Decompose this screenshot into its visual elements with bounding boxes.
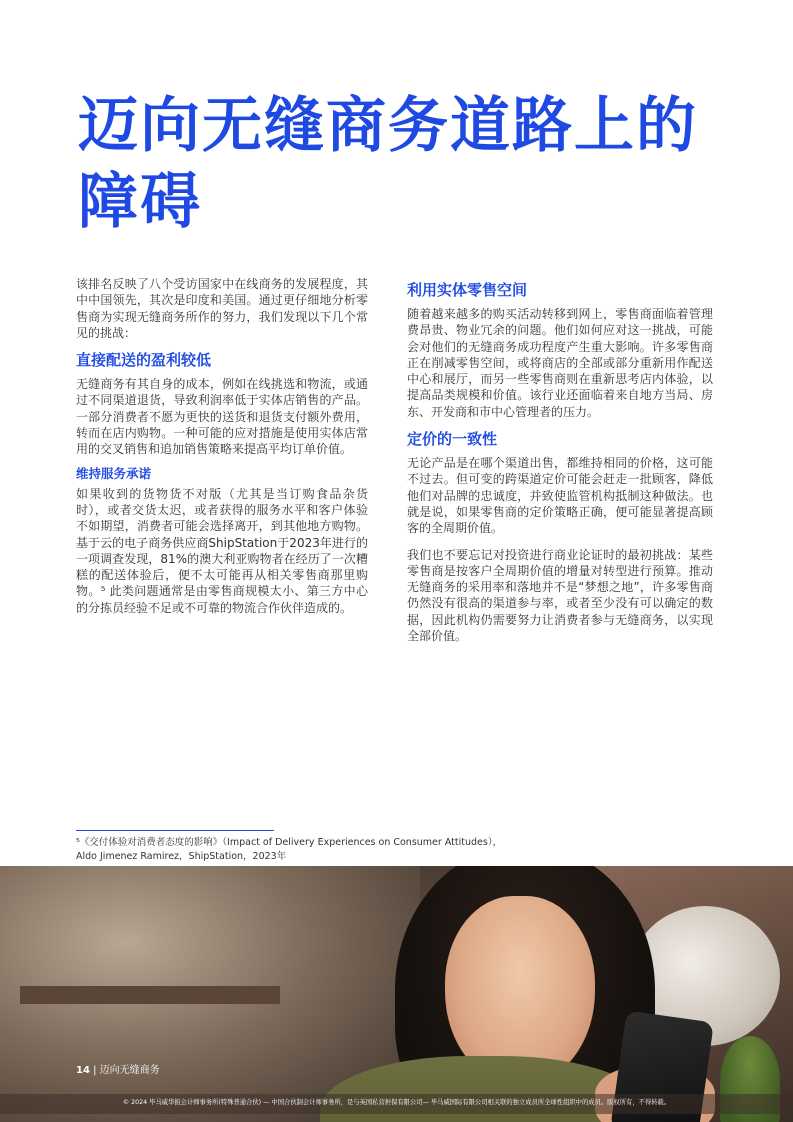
intro-paragraph: 该排名反映了八个受访国家中在线商务的发展程度，其中中国领先，其次是印度和美国。通过更仔细地分析零售商为实现无缝商务所作的努力，我们发现以下几个常见的挑战： <box>76 277 368 340</box>
physical-retail-paragraph: 随着越来越多的购买活动转移到网上，零售商面临着管理费昂贵、物业冗余的问题。他们如何应对这一挑战，可能会对他们的无缝商务成功程度产生重大影响。许多零售商正在削减零售空间，或将商店的全部或部分重新用作配送中心和展厅，而另一些零售商则在重新思考店内体验，以提高品类规模和价值。该行业还面临着来自地方当局、房东、开发商和市中心管理者的压力。 <box>407 307 713 419</box>
page-title <box>78 88 738 240</box>
photo-shelf <box>20 986 280 1004</box>
heading-service: 维持服务承诺 <box>76 465 152 481</box>
page-title-line-1: 迈向无缝商务道路上的 <box>78 91 698 161</box>
business-case-paragraph: 我们也不要忘记对投资进行商业论证时的最初挑战：某些零售商是按客户全周期价值的增量对转型进行预算。推动无缝商务的采用率和落地并不是“梦想之地”，许多零售商仍然没有很高的渠道参与率，或者至少没有可以确定的数据，因此机构仍需要努力让消费者参与无缝商务，以实现全部价值。 <box>407 547 713 644</box>
paragraph-gap <box>407 537 713 547</box>
heading-pricing: 定价的一致性 <box>407 430 498 449</box>
page-title-line-2: 障碍 <box>78 167 202 237</box>
heading-profit: 直接配送的盈利较低 <box>76 351 212 370</box>
footnote-line-1: ⁵《交付体验对消费者态度的影响》（Impact of Delivery Experiences on Consumer Attitudes）， <box>76 837 503 848</box>
section-name: | 迈向无缝商务 <box>93 1065 160 1076</box>
page-number: 14 <box>76 1065 90 1076</box>
woman-with-phone-photo <box>0 866 793 1122</box>
page-footer <box>76 1061 160 1076</box>
heading-physical-retail: 利用实体零售空间 <box>407 281 528 299</box>
legal-notice: © 2024 毕马威华振会计师事务所(特殊普通合伙) — 中国合伙制会计师事务所，是与英国私营担保有限公司— 毕马威国际有限公司相关联的独立成员所全球性组织中的成员。版权所有，不得转载。 <box>122 1099 671 1106</box>
right-column <box>407 280 713 644</box>
footnote <box>76 836 636 864</box>
profit-paragraph: 无缝商务有其自身的成本，例如在线挑选和物流，或通过不同渠道退货，导致利润率低于实体店销售的产品。一部分消费者不愿为更快的送货和退货支付额外费用，转而在店内购物。一种可能的应对措施是使用实体店常用的交叉销售和追加销售策略来提高平均订单价值。 <box>76 377 368 457</box>
left-column <box>76 276 368 616</box>
pricing-paragraph: 无论产品是在哪个渠道出售，都维持相同的价格，这可能不过去。但可变的跨渠道定价可能会赶走一批顾客，降低他们对品牌的忠诚度，并致使监管机构抵制这种做法。也就是说，如果零售商的定价策略正确，便可能显著提高顾客的全周期价值。 <box>407 456 713 536</box>
footnote-divider <box>76 830 274 831</box>
footnote-line-2: Aldo Jimenez Ramirez，ShipStation，2023年 <box>76 851 287 862</box>
service-paragraph: 如果收到的货物货不对版（尤其是当订购食品杂货时），或者交货太迟，或者获得的服务水平和客户体验不如期望，消费者可能会选择离开，到其他地方购物。基于云的电子商务供应商ShipStation于2023年进行的一项调查发现，81%的澳大利亚购物者在经历了一次糟糕的配送体验后，便不太可能再从相关零售商那里购物。⁵ 此类问题通常是由零售商规模太小、第三方中心的分拣员经验不足或不可靠的物流合作伙伴造成的。 <box>76 486 368 615</box>
